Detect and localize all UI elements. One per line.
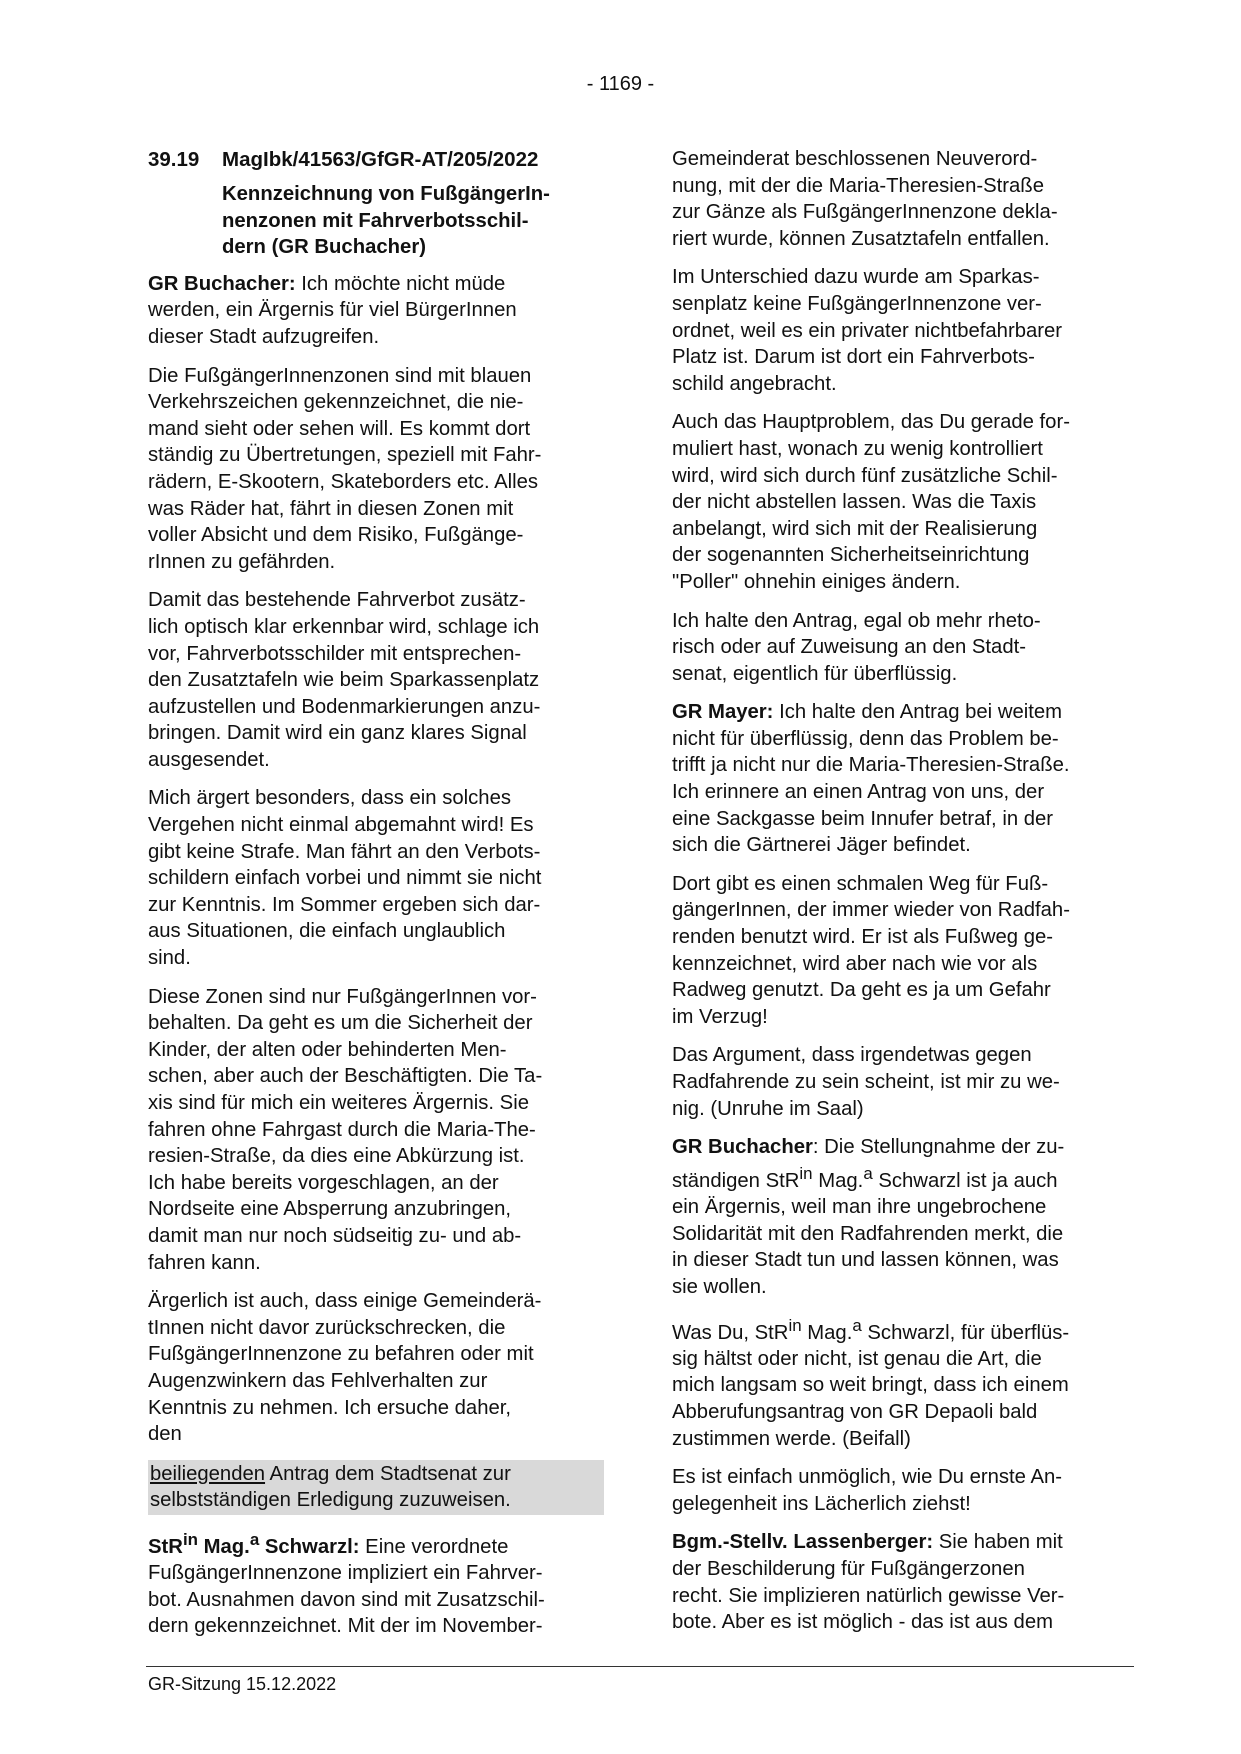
agenda-item-heading (148, 146, 604, 173)
paragraph-text: Schwarzl, für überflüs- sig hältst oder nicht, ist genau die Art, die mich langsam so weit bringt, dass ich einem Abberufungsantrag von GR Depaoli bald zustimmen werde. (Beifall) (672, 1321, 1070, 1450)
paragraph: Mich ärgert besonders, dass ein solches Vergehen nicht einmal abgemahnt wird! Es gibt keine Strafe. Man fährt an den Verbots- schildern einfach vorbei und nimmt sie nicht zur Kenntnis. Im Sommer ergeben sich dar- aus Situationen, die einfach unglaublich sind. (148, 787, 542, 970)
agenda-item-title: Kennzeichnung von FußgängerIn- nenzonen mit Fahrverbotsschil- dern (GR Buchacher) (222, 183, 550, 259)
paragraph-text: Ich halte den Antrag bei weitem nicht für überflüssig, denn das Problem be- trifft ja nicht nur die Maria-Theresien-Straße. Ich erinnere an einen Antrag von uns, der eine Sackgasse beim Innufer betraf, in der sich die Gärtnerei Jäger befindet. (672, 701, 1070, 857)
paragraph (672, 1134, 1132, 1300)
paragraph: Dort gibt es einen schmalen Weg für Fuß- gängerInnen, der immer wieder von Radfah- renden benutzt wird. Er ist als Fußweg ge- kennzeichnet, wird aber nach wie vor als Radweg genutzt. Da geht es ja um Gefahr im Verzug! (672, 872, 1070, 1028)
speaker-name: GR Buchacher: (148, 272, 296, 295)
superscript: a (852, 1315, 862, 1335)
paragraph-text: Mag. (812, 1169, 864, 1192)
paragraph: Ich halte den Antrag, egal ob mehr rheto- risch oder auf Zuweisung an den Stadt- senat, eigentlich für überflüssig. (672, 609, 1041, 685)
paragraph-text: Schwarzl ist ja auch ein Ärgernis, weil man ihre ungebrochene Solidarität mit den Radfahrenden merkt, die in dieser Stadt tun und lassen können, was sie wollen. (672, 1169, 1064, 1298)
paragraph: Das Argument, dass irgendetwas gegen Radfahrende zu sein scheint, ist mir zu we- nig. (Unruhe im Saal) (672, 1044, 1060, 1120)
paragraph-text: Mag. (801, 1321, 853, 1344)
paragraph (672, 1529, 1132, 1635)
paragraph: Im Unterschied dazu wurde am Sparkas- senplatz keine FußgängerInnenzone ver- ordnet, weil es ein privater nichtbefahrbarer Platz ist. Darum ist dort ein Fahrverbots- schild angebracht. (672, 266, 1063, 395)
superscript: in (182, 1529, 198, 1549)
speaker-name: Bgm.-Stellv. Lassenberger: (672, 1531, 934, 1554)
paragraph: Gemeinderat beschlossenen Neuverord- nung, mit der die Maria-Theresien-Straße zur Gänze als FußgängerInnenzone dekla- riert wurde, können Zusatztafeln entfallen. (672, 148, 1058, 250)
superscript: a (249, 1529, 260, 1549)
right-column (672, 146, 1132, 1648)
speaker-name (148, 1529, 360, 1558)
superscript: a (863, 1163, 873, 1183)
speaker-name: GR Buchacher (672, 1136, 813, 1159)
agenda-item-reference: MagIbk/41563/GfGR-AT/205/2022 (222, 148, 539, 171)
paragraph-text: Eine verordnete FußgängerInnenzone impliziert ein Fahrver- bot. Ausnahmen davon sind mit Zusatzschil- dern gekennzeichnet. Mit der im November- (148, 1535, 545, 1638)
speaker-part: StR (148, 1535, 183, 1558)
paragraph (672, 699, 1132, 859)
motion-text: Antrag dem Stadtsenat zur selbstständigen Erledigung zuzuweisen. (150, 1462, 511, 1512)
superscript: in (799, 1163, 813, 1183)
paragraph-text: : Die Stellungnahme der zu- ständigen StR (672, 1136, 1065, 1192)
paragraph: Ärgerlich ist auch, dass einige Gemeinderä- tInnen nicht davor zurückschrecken, die FußgängerInnenzone zu befahren oder mit Augenzwinkern das Fehlverhalten zur Kenntnis zu nehmen. Ich ersuche daher, den (148, 1290, 542, 1446)
superscript: in (788, 1315, 802, 1335)
speaker-part: Schwarzl: (259, 1535, 360, 1558)
motion-highlight (148, 1460, 604, 1515)
footer-divider (146, 1666, 1134, 1667)
paragraph: Diese Zonen sind nur FußgängerInnen vor- behalten. Da geht es um die Sicherheit der Kinder, der alten oder behinderten Men- schen, aber auch der Beschäftigten. Die Ta- xis sind für mich ein weiteres Ärgernis. Sie fahren ohne Fahrgast durch die Maria-The- resien-Straße, da dies eine Abkürzung ist. Ich habe bereits vorgeschlagen, an der Nordseite eine Absperrung anzubringen, damit man nur noch südseitig zu- und ab- fahren kann. (148, 985, 543, 1274)
paragraph (148, 271, 604, 351)
paragraph (148, 1527, 604, 1640)
footer-text: GR-Sitzung 15.12.2022 (148, 1674, 337, 1694)
paragraph (672, 1313, 1132, 1453)
paragraph: Es ist einfach unmöglich, wie Du ernste An- gelegenheit ins Lächerlich ziehst! (672, 1466, 1063, 1515)
paragraph: Auch das Hauptproblem, das Du gerade for- muliert hast, wonach zu wenig kontrolliert wird, wird sich durch fünf zusätzliche Schil- der nicht abstellen lassen. Was die Taxis anbelangt, wird sich mit der Realisierung der sogenannten Sicherheitseinrichtung "Poller" ohnehin einiges ändern. (672, 411, 1070, 593)
speaker-name: GR Mayer: (672, 701, 774, 724)
motion-underlined-word: beiliegenden (150, 1462, 266, 1485)
agenda-item-number: 39.19 (148, 148, 200, 171)
paragraph-text: Sie haben mit der Beschilderung für Fußgängerzonen recht. Sie implizieren natürlich gewisse Ver- bote. Aber es ist möglich - das ist aus dem (672, 1531, 1065, 1634)
paragraph: Die FußgängerInnenzonen sind mit blauen Verkehrszeichen gekennzeichnet, die nie- mand sieht oder sehen will. Es kommt dort ständig zu Übertretungen, speziell mit Fahr- rädern, E-Skootern, Skateborders etc. Alles was Räder hat, fährt in diesen Zonen mit voller Absicht und dem Risiko, Fußgänge- rInnen zu gefährden. (148, 364, 542, 573)
paragraph-text: Ich möchte nicht müde werden, ein Ärgernis für viel BürgerInnen dieser Stadt aufzugreifen. (148, 272, 517, 348)
left-column (148, 146, 604, 1652)
speaker-part: Mag. (197, 1535, 250, 1558)
paragraph: Damit das bestehende Fahrverbot zusätz- lich optisch klar erkennbar wird, schlage ich vor, Fahrverbotsschilder mit entsprechen- den Zusatztafeln wie beim Sparkassenplatz aufzustellen und Bodenmarkierungen anzu- bringen. Damit wird ein ganz klares Signal ausgesendet. (148, 589, 541, 771)
paragraph-text: Was Du, StR (672, 1321, 789, 1344)
page-number: - 1169 - (586, 73, 655, 95)
